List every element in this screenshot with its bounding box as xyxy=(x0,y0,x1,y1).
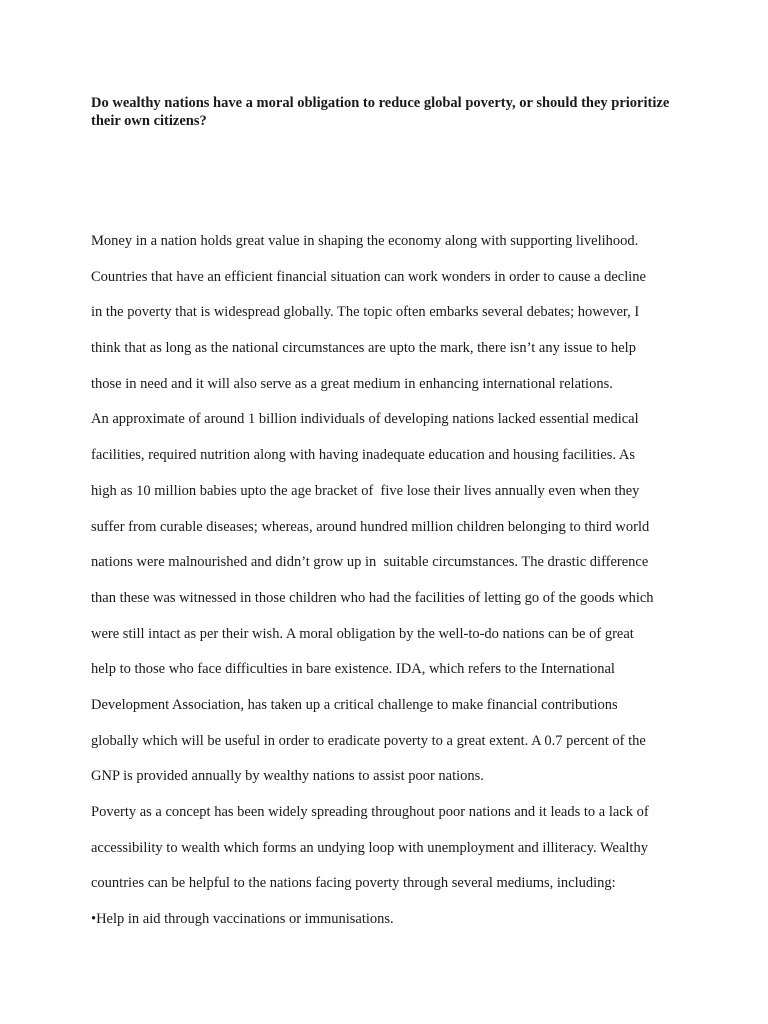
text-line: Development Association, has taken up a critical challenge to make financial contributions xyxy=(91,696,618,713)
text-line: Poverty as a concept has been widely spreading throughout poor nations and it leads to a lack of xyxy=(91,804,649,820)
text-line: GNP is provided annually by wealthy nations to assist poor nations. xyxy=(91,768,484,785)
text-line: think that as long as the national circumstances are upto the mark, there isn’t any issue to help xyxy=(91,340,636,357)
text-line: suffer from curable diseases; whereas, around hundred million children belonging to third world xyxy=(91,518,650,535)
text-line: those in need and it will also serve as a great medium in enhancing international relations. xyxy=(91,375,613,392)
document-body xyxy=(91,224,691,938)
text-line: countries can be helpful to the nations facing poverty through several mediums, including: xyxy=(91,875,616,892)
text-line: than these was witnessed in those children who had the facilities of letting go of the goods which xyxy=(91,589,654,606)
document-title: Do wealthy nations have a moral obligation to reduce global poverty, or should they prioritize their own citizens? xyxy=(91,95,670,129)
bullet-item: •Help in aid through vaccinations or immunisations. xyxy=(91,911,394,928)
text-line: were still intact as per their wish. A moral obligation by the well-to-do nations can be of great xyxy=(91,625,634,642)
text-line: facilities, required nutrition along with having inadequate education and housing facilities. As xyxy=(91,447,636,464)
text-line: Money in a nation holds great value in shaping the economy along with supporting livelihood. xyxy=(91,233,639,249)
text-line: An approximate of around 1 billion individuals of developing nations lacked essential medical xyxy=(91,411,639,428)
text-line: high as 10 million babies upto the age bracket of five lose their lives annually even when they xyxy=(91,482,640,499)
text-line: help to those who face difficulties in bare existence. IDA, which refers to the International xyxy=(91,661,615,678)
text-line: globally which will be useful in order to eradicate poverty to a great extent. A 0.7 percent of the xyxy=(91,732,646,749)
text-line: Countries that have an efficient financial situation can work wonders in order to cause a decline xyxy=(91,268,646,285)
text-line: nations were malnourished and didn’t grow up in suitable circumstances. The drastic difference xyxy=(91,554,649,571)
text-line: accessibility to wealth which forms an undying loop with unemployment and illiteracy. Wealthy xyxy=(91,839,648,856)
text-line: in the poverty that is widespread globally. The topic often embarks several debates; however, I xyxy=(91,304,640,321)
